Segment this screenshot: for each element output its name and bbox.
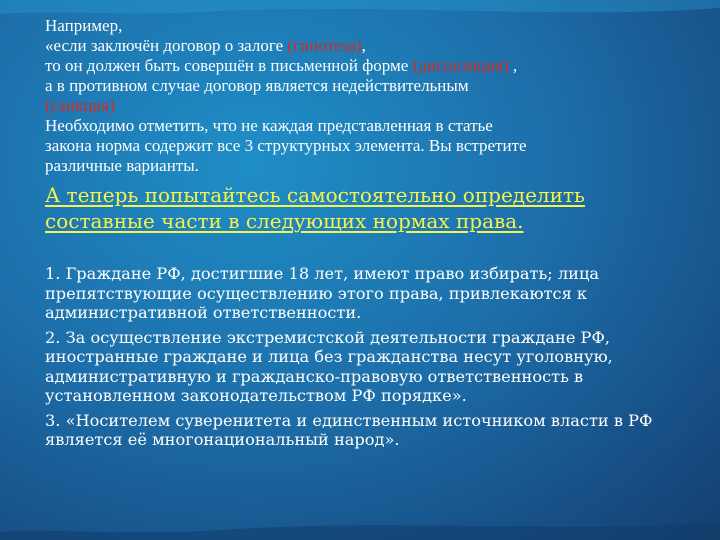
intro-text-span: ,	[508, 56, 518, 75]
intro-text-span: ,	[361, 36, 366, 55]
norms-list	[45, 264, 685, 450]
intro-line: закона норма содержит все 3 структурных элемента. Вы встретите	[45, 136, 527, 155]
slide-content	[45, 16, 685, 455]
intro-line: различные варианты.	[45, 156, 199, 175]
intro-line: Необходимо отметить, что не каждая представленная в статье	[45, 116, 493, 135]
intro-line: а в противном случае договор является недействительным	[45, 76, 469, 95]
disposition-label: (диспозиция)	[412, 56, 509, 75]
list-item: 1. Граждане РФ, достигшие 18 лет, имеют право избирать; лица препятствующие осуществлению этого права, привлекаются к административной ответственности.	[45, 264, 600, 322]
intro-text-span: «если заключён договор о залоге	[45, 36, 288, 55]
task-heading	[45, 182, 685, 234]
intro-line	[45, 36, 685, 56]
intro-line	[45, 56, 685, 76]
heading-line: А теперь попытайтесь самостоятельно определить	[45, 183, 585, 207]
list-item: 3. «Носителем суверенитета и единственным источником власти в РФ является её многонациональный народ».	[45, 410, 653, 449]
intro-text-span: то он должен быть совершён в письменной форме	[45, 56, 413, 75]
sanction-label: (санкция)	[45, 96, 115, 115]
intro-line: Например,	[45, 16, 123, 35]
intro-text	[45, 16, 685, 176]
list-item: 2. За осуществление экстремистской деятельности граждане РФ, иностранные граждане и лица без гражданства несут уголовную, административную и гражданско-правовую ответственность в установленном законодательством РФ порядке».	[45, 327, 613, 405]
bottom-wave-decoration	[0, 500, 720, 540]
heading-line: составные части в следующих нормах права.	[45, 209, 524, 233]
hypothesis-label: (гипотеза)	[287, 36, 362, 55]
